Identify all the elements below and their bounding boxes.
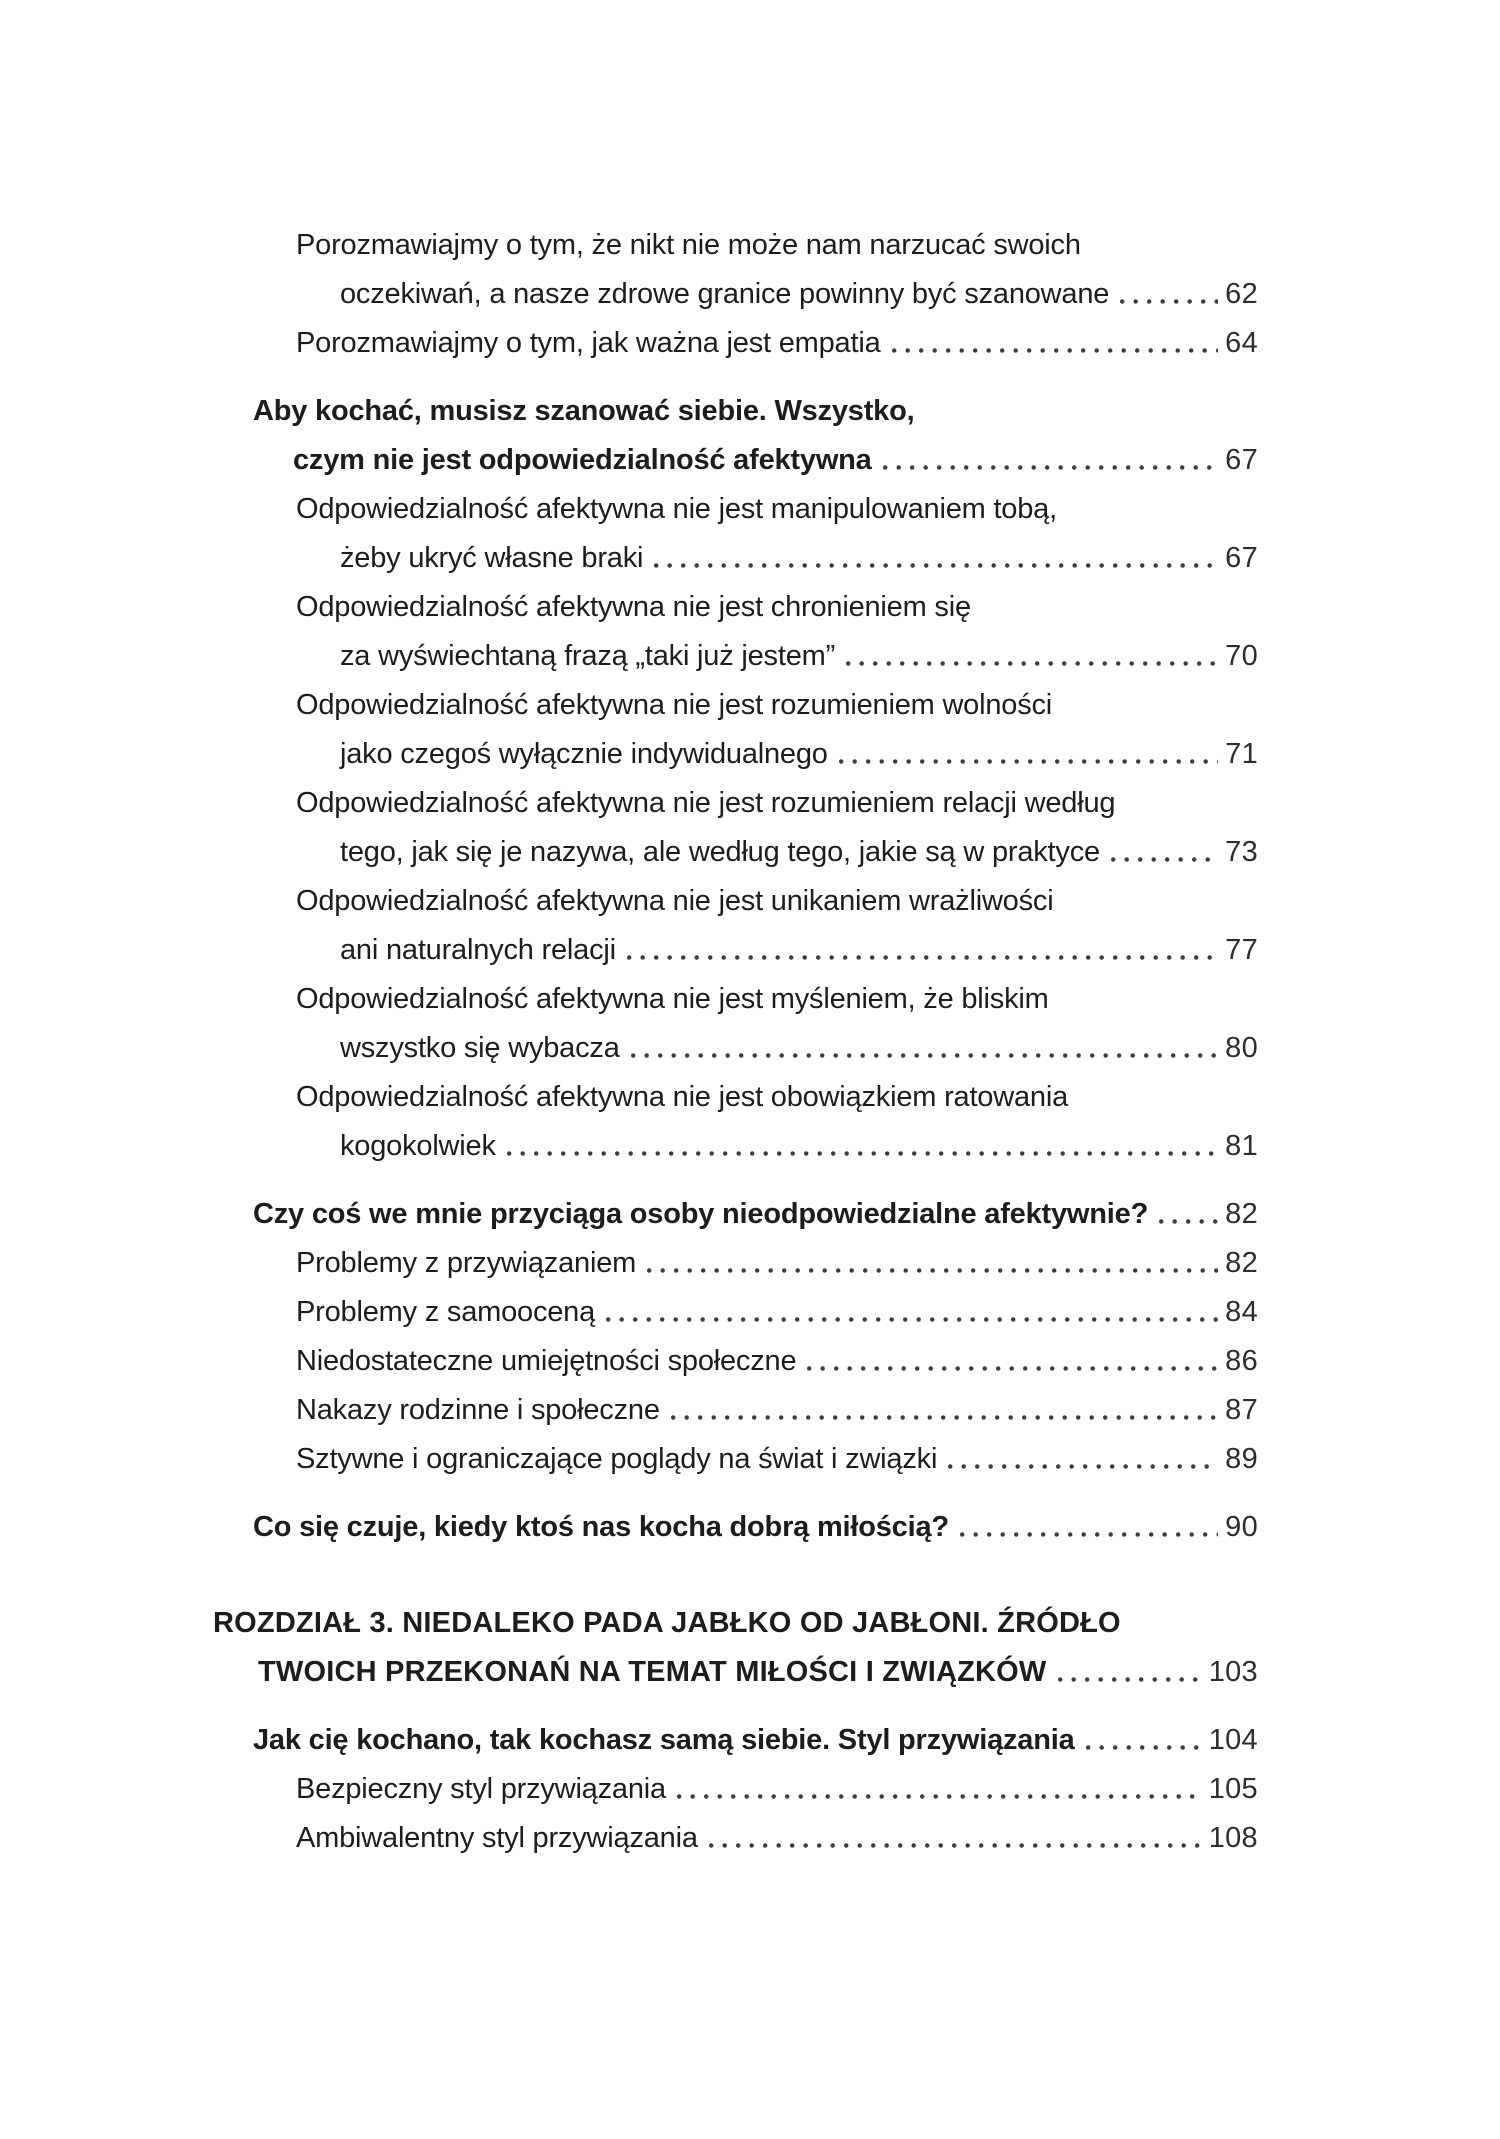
page-number: 90	[1225, 1511, 1258, 1543]
toc-entry-line	[0, 1190, 1258, 1239]
toc-entry-line	[0, 387, 1258, 436]
page-number: 84	[1225, 1296, 1258, 1328]
toc-entry	[0, 1288, 1258, 1337]
toc-entry-text: Odpowiedzialność afektywna nie jest unikaniem wrażliwości	[296, 885, 1054, 917]
toc-entry	[0, 319, 1258, 368]
toc-entry-line	[0, 877, 1258, 926]
toc-entry-text: Ambiwalentny styl przywiązania	[296, 1822, 698, 1854]
toc-entry-line	[0, 436, 1258, 485]
toc-entry-text: Jak cię kochano, tak kochasz samą siebie. Styl przywiązania	[253, 1724, 1075, 1756]
toc-entry-text: jako czegoś wyłącznie indywidualnego	[340, 738, 828, 770]
toc-entry	[0, 221, 1258, 319]
toc-entry-line	[0, 319, 1258, 368]
page-number: 108	[1208, 1822, 1258, 1854]
page-number: 71	[1225, 738, 1258, 770]
dot-leader	[1159, 1219, 1218, 1224]
toc-entry	[0, 387, 1258, 485]
dot-leader	[1086, 1745, 1202, 1750]
toc-entry	[0, 877, 1258, 975]
dot-leader	[846, 661, 1218, 666]
page-number: 82	[1225, 1247, 1258, 1279]
dot-leader	[1120, 299, 1218, 304]
page-number: 81	[1225, 1130, 1258, 1162]
page-number: 70	[1225, 640, 1258, 672]
page-number: 64	[1225, 327, 1258, 359]
toc-entry-text: Odpowiedzialność afektywna nie jest myśleniem, że bliskim	[296, 983, 1049, 1015]
toc-entry-text: Odpowiedzialność afektywna nie jest obowiązkiem ratowania	[296, 1081, 1069, 1113]
toc-entry	[0, 681, 1258, 779]
toc-entry	[0, 1814, 1258, 1863]
toc-entry	[0, 1765, 1258, 1814]
toc-entry-text: żeby ukryć własne braki	[340, 542, 644, 574]
page-number: 87	[1225, 1394, 1258, 1426]
toc-entry-text: ani naturalnych relacji	[340, 934, 616, 966]
toc-entry-text: wszystko się wybacza	[340, 1032, 620, 1064]
dot-leader	[807, 1366, 1218, 1371]
dot-leader	[677, 1794, 1202, 1799]
toc-entry-line	[0, 1599, 1258, 1648]
dot-leader	[507, 1151, 1218, 1156]
toc-entry-line	[0, 1503, 1258, 1552]
toc-entry-text: tego, jak się je nazywa, ale według tego, jakie są w praktyce	[340, 836, 1100, 868]
toc-entry-text: Odpowiedzialność afektywna nie jest rozumieniem wolności	[296, 689, 1053, 721]
toc-entry	[0, 1190, 1258, 1239]
toc-entry-line	[0, 1386, 1258, 1435]
toc-entry-line	[0, 1435, 1258, 1484]
dot-leader	[960, 1532, 1218, 1537]
page-number: 82	[1225, 1198, 1258, 1230]
toc-entry-line	[0, 534, 1258, 583]
toc-entry-text: czym nie jest odpowiedzialność afektywna	[293, 444, 872, 476]
toc-entry-text: Aby kochać, musisz szanować siebie. Wszystko,	[253, 395, 915, 427]
toc-entry-text: ROZDZIAŁ 3. NIEDALEKO PADA JABŁKO OD JABŁONI. ŹRÓDŁO	[213, 1607, 1121, 1639]
toc-entry	[0, 1239, 1258, 1288]
toc-entry-text: Porozmawiajmy o tym, że nikt nie może nam narzucać swoich	[296, 229, 1081, 261]
toc-entry-line	[0, 221, 1258, 270]
toc-entry-text: kogokolwiek	[340, 1130, 496, 1162]
toc-entry	[0, 975, 1258, 1073]
dot-leader	[654, 563, 1218, 568]
toc-entry-text: TWOICH PRZEKONAŃ NA TEMAT MIŁOŚCI I ZWIĄZKÓW	[258, 1656, 1047, 1688]
toc-entry-line	[0, 681, 1258, 730]
toc-entry-text: Problemy z samooceną	[296, 1296, 596, 1328]
toc-entry	[0, 1599, 1258, 1697]
toc-entry-line	[0, 583, 1258, 632]
page-number: 67	[1225, 444, 1258, 476]
dot-leader	[709, 1843, 1202, 1848]
toc-entry-line	[0, 632, 1258, 681]
toc-entry	[0, 779, 1258, 877]
page-number: 73	[1225, 836, 1258, 868]
dot-leader	[671, 1415, 1218, 1420]
toc-entry-line	[0, 828, 1258, 877]
toc-entry	[0, 1716, 1258, 1765]
page-number: 77	[1225, 934, 1258, 966]
toc-entry-text: Sztywne i ograniczające poglądy na świat i związki	[296, 1443, 938, 1475]
page-number: 103	[1208, 1656, 1258, 1688]
page-number: 67	[1225, 542, 1258, 574]
toc-entry-text: Niedostateczne umiejętności społeczne	[296, 1345, 797, 1377]
toc-entry-text: Odpowiedzialność afektywna nie jest chronieniem się	[296, 591, 971, 623]
toc-entry	[0, 1386, 1258, 1435]
toc-entry-text: Odpowiedzialność afektywna nie jest manipulowaniem tobą,	[296, 493, 1057, 525]
dot-leader	[627, 955, 1218, 960]
toc-entry-text: za wyświechtaną frazą „taki już jestem”	[340, 640, 836, 672]
toc-entry-line	[0, 975, 1258, 1024]
dot-leader	[647, 1268, 1218, 1273]
toc-entry-line	[0, 1716, 1258, 1765]
toc-entry-text: Odpowiedzialność afektywna nie jest rozumieniem relacji według	[296, 787, 1116, 819]
page-number: 105	[1208, 1773, 1258, 1805]
page-number: 80	[1225, 1032, 1258, 1064]
toc-entry-text: Porozmawiajmy o tym, jak ważna jest empatia	[296, 327, 881, 359]
dot-leader	[883, 465, 1219, 470]
toc-entry-line	[0, 1073, 1258, 1122]
toc-entry-line	[0, 1122, 1258, 1171]
toc-entry-line	[0, 485, 1258, 534]
dot-leader	[948, 1464, 1218, 1469]
toc-entry-text: Co się czuje, kiedy ktoś nas kocha dobrą miłością?	[253, 1511, 949, 1543]
toc-entry-text: Problemy z przywiązaniem	[296, 1247, 637, 1279]
toc-entry	[0, 1337, 1258, 1386]
toc-entry-text: Czy coś we mnie przyciąga osoby nieodpowiedzialne afektywnie?	[253, 1198, 1149, 1230]
page-number: 89	[1225, 1443, 1258, 1475]
toc-entry	[0, 1503, 1258, 1552]
toc-entry-line	[0, 1814, 1258, 1863]
toc-entry-line	[0, 926, 1258, 975]
toc-entry-text: Nakazy rodzinne i społeczne	[296, 1394, 660, 1426]
page-number: 62	[1225, 278, 1258, 310]
toc-entry-line	[0, 1337, 1258, 1386]
toc-entry	[0, 1435, 1258, 1484]
dot-leader	[1111, 857, 1218, 862]
toc-entry-text: Bezpieczny styl przywiązania	[296, 1773, 666, 1805]
toc-entry-line	[0, 730, 1258, 779]
dot-leader	[839, 759, 1218, 764]
dot-leader	[892, 348, 1219, 353]
toc-entry-line	[0, 779, 1258, 828]
toc-entry-line	[0, 1765, 1258, 1814]
page-number: 104	[1208, 1724, 1258, 1756]
dot-leader	[1058, 1677, 1202, 1682]
toc-entry-line	[0, 1239, 1258, 1288]
toc-entry-line	[0, 270, 1258, 319]
toc-entry	[0, 1073, 1258, 1171]
toc-entry-line	[0, 1648, 1258, 1697]
toc-entry	[0, 583, 1258, 681]
toc-entry-text: oczekiwań, a nasze zdrowe granice powinny być szanowane	[340, 278, 1110, 310]
page-number: 86	[1225, 1345, 1258, 1377]
dot-leader	[631, 1053, 1218, 1058]
toc-entry	[0, 485, 1258, 583]
dot-leader	[606, 1317, 1218, 1322]
toc-entry-line	[0, 1288, 1258, 1337]
toc-entry-line	[0, 1024, 1258, 1073]
